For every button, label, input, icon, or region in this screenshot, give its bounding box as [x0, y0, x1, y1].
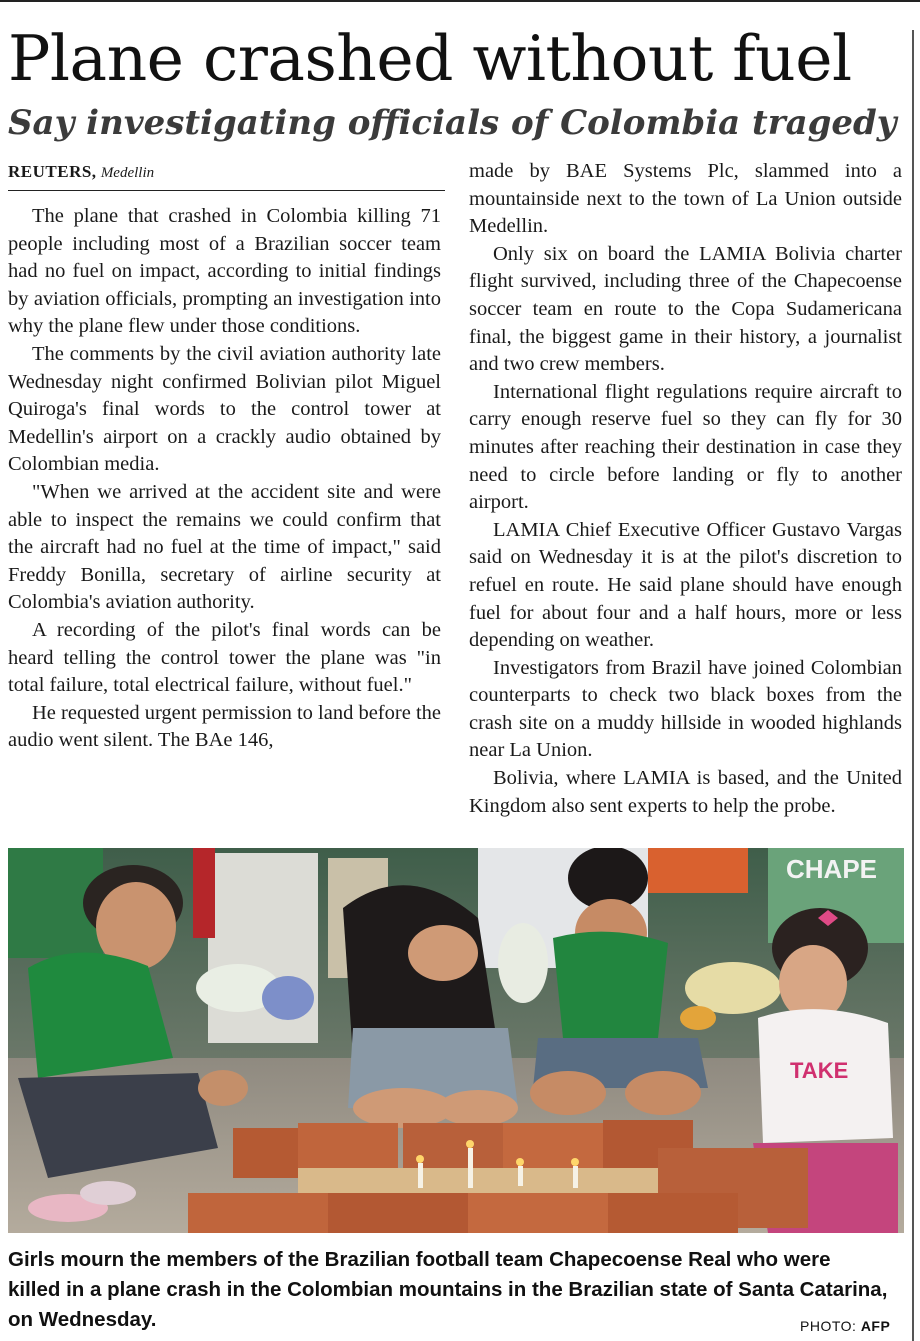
byline-location: Medellin — [100, 165, 155, 181]
byline — [8, 160, 448, 185]
article-column-right — [469, 158, 902, 820]
article-column-left — [8, 203, 441, 755]
paragraph: made by BAE Systems Plc, slammed into a mountainside next to the town of La Union outside Medellin. — [469, 160, 902, 238]
paragraph: The comments by the civil aviation authority late Wednesday night confirmed Bolivian pilot Miguel Quiroga's final words to the control tower at Medellin's airport on a crackly audio obtained by Colombian media. — [8, 342, 441, 476]
paragraph: Only six on board the LAMIA Bolivia charter flight survived, including three of the Chapecoense soccer team en route to the Copa Sudamericana final, the biggest game in their history, a journalist and two crew members. — [469, 242, 902, 376]
column-rule — [912, 30, 914, 1341]
byline-rule — [8, 190, 445, 191]
paragraph: LAMIA Chief Executive Officer Gustavo Vargas said on Wednesday it is at the pilot's discretion to refuel en route. He said plane should have enough fuel for about four and a half hours, more or less depending on weather. — [469, 518, 902, 652]
top-rule — [0, 0, 920, 2]
paragraph: He requested urgent permission to land before the audio went silent. The BAe 146, — [8, 701, 441, 752]
memorial-banner-text: CHAPE — [786, 854, 878, 884]
paragraph: "When we arrived at the accident site and were able to inspect the remains we could confirm that the aircraft had no fuel at the time of impact," said Freddy Bonilla, secretary of airline security at Colombia's aviation authority. — [8, 480, 441, 614]
paragraph: The plane that crashed in Colombia killing 71 people including most of a Brazilian soccer team had no fuel on impact, according to initial findings by aviation officials, prompting an investigation into why the plane flew under those conditions. — [8, 205, 441, 338]
shirt-print-text: TAKE — [790, 1058, 849, 1083]
paragraph: A recording of the pilot's final words can be heard telling the control tower the plane was "in total failure, total electrical failure, without fuel." — [8, 618, 441, 697]
news-photo — [8, 848, 904, 1233]
byline-agency: REUTERS, — [8, 162, 97, 181]
photo-credit-source: AFP — [860, 1318, 891, 1334]
paragraph: International flight regulations require aircraft to carry enough reserve fuel so they can fly for 30 minutes after reaching their destination in case they need to circle before landing or fly to another airport. — [469, 380, 902, 514]
paragraph: Bolivia, where LAMIA is based, and the United Kingdom also sent experts to help the probe. — [469, 767, 902, 817]
photo-caption: Girls mourn the members of the Brazilian football team Chapecoense Real who were killed in a plane crash in the Colombian mountains in the Brazilian state of Santa Catarina, on Wednesday. — [8, 1248, 888, 1331]
paragraph: Investigators from Brazil have joined Colombian counterparts to check two black boxes from the crash site on a muddy hillside in wooded highlands near La Union. — [469, 656, 902, 762]
mourning-girls-illustration — [8, 848, 904, 1233]
photo-credit-label: PHOTO: — [800, 1318, 857, 1334]
subheadline: Say investigating officials of Colombia tragedy — [8, 103, 897, 143]
headline: Plane crashed without fuel — [8, 22, 852, 95]
photo-credit — [800, 1316, 890, 1336]
